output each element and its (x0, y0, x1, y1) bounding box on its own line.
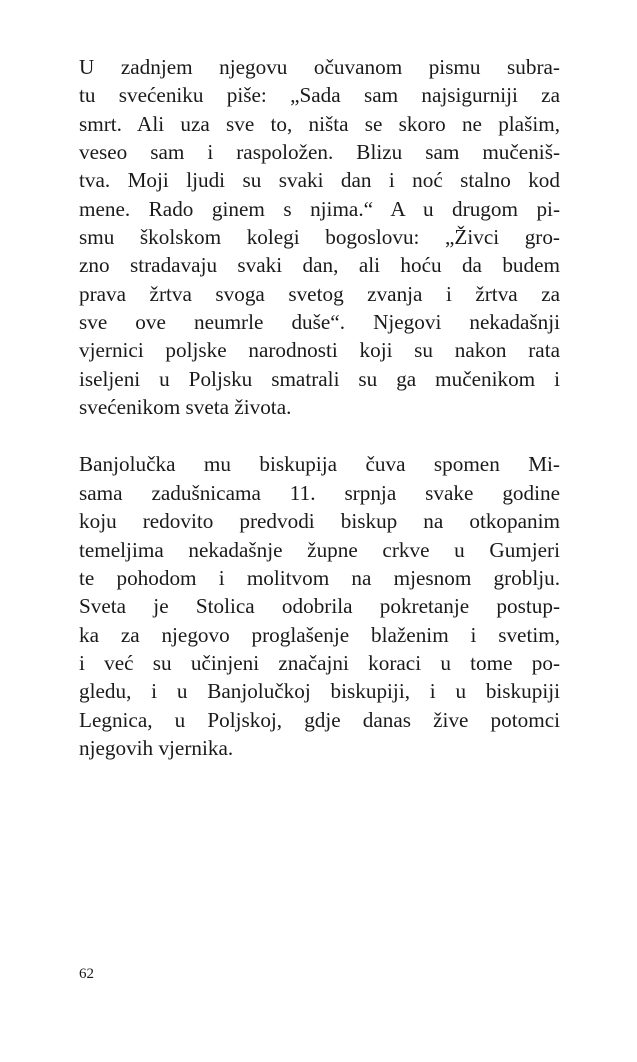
paragraph-1 (79, 53, 560, 421)
text-line: svećenikom sveta života. (79, 395, 292, 420)
text-line: ka za njegovo proglašenje blaženim i svetim, (79, 622, 560, 647)
text-line: koju redovito predvodi biskup na otkopanim (79, 509, 560, 534)
text-line: veseo sam i raspoložen. Blizu sam mučeniš- (79, 140, 560, 165)
text-line: U zadnjem njegovu očuvanom pismu subra- (79, 55, 560, 79)
page-number: 62 (79, 966, 94, 982)
text-line: sama zadušnicama 11. srpnja svake godine (79, 480, 560, 505)
text-line: prava žrtva svoga svetog zvanja i žrtva za (79, 281, 560, 306)
text-line: smrt. Ali uza sve to, ništa se skoro ne plašim, (79, 111, 560, 136)
text-line: gledu, i u Banjolučkoj biskupiji, i u biskupiji (79, 679, 560, 704)
text-line: Banjolučka mu biskupija čuva spomen Mi- (79, 452, 560, 477)
page-body (79, 53, 560, 762)
text-line: temeljima nekadašnje župne crkve u Gumjeri (79, 537, 560, 562)
text-line: vjernici poljske narodnosti koji su nakon rata (79, 338, 560, 363)
paragraph-2 (79, 450, 560, 762)
text-line: tva. Moji ljudi su svaki dan i noć stalno kod (79, 168, 560, 193)
text-line: i već su učinjeni značajni koraci u tome po- (79, 650, 560, 675)
text-line: iseljeni u Poljsku smatrali su ga mučenikom i (79, 366, 560, 391)
text-line: sve ove neumrle duše“. Njegovi nekadašnji (79, 310, 560, 335)
text-line: smu školskom kolegi bogoslovu: „Živci gro- (79, 225, 560, 250)
text-line: te pohodom i molitvom na mjesnom groblju. (79, 565, 560, 590)
text-line: Legnica, u Poljskoj, gdje danas žive potomci (79, 707, 560, 732)
text-line: zno stradavaju svaki dan, ali hoću da budem (79, 253, 560, 278)
text-line: Sveta je Stolica odobrila pokretanje postup- (79, 594, 560, 619)
text-line: tu svećeniku piše: „Sada sam najsigurniji za (79, 83, 560, 108)
text-line: njegovih vjernika. (79, 735, 234, 760)
text-line: mene. Rado ginem s njima.“ A u drugom pi- (79, 196, 560, 221)
